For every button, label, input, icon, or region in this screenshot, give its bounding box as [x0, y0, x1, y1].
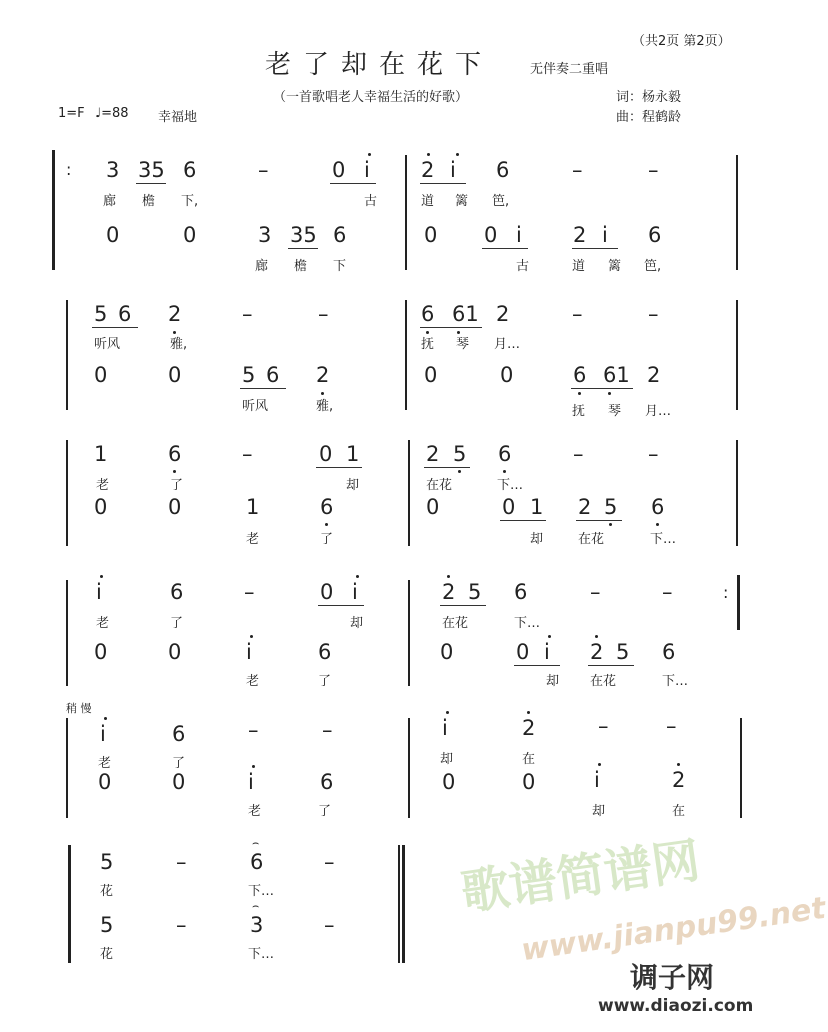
lyric: 却 [440, 752, 454, 767]
underline [318, 605, 364, 606]
octave-dot [368, 153, 371, 156]
lyric: 月… [645, 404, 672, 419]
note: – [248, 718, 259, 742]
lyric: 在 [672, 804, 686, 819]
note: 0 [424, 223, 438, 247]
underline [500, 520, 546, 521]
system-bracket [68, 845, 71, 963]
final-barline [398, 845, 400, 963]
underline [514, 665, 560, 666]
note: 2 [522, 716, 536, 740]
note: – [324, 913, 335, 937]
lyric: 雅, [316, 399, 334, 414]
lyric: 了 [170, 616, 184, 631]
underline [316, 467, 362, 468]
lyric: 古 [364, 194, 378, 209]
octave-dot [548, 635, 551, 638]
note: 0 [500, 363, 514, 387]
composer: 曲：程鹤龄 [616, 110, 682, 125]
note: – [662, 580, 673, 604]
octave-dot [104, 717, 107, 720]
underline [240, 388, 286, 389]
octave-dot [325, 523, 328, 526]
lyric: 下… [662, 674, 689, 689]
lyric: 廊 [255, 259, 269, 274]
octave-dot [608, 392, 611, 395]
note: i [364, 158, 370, 182]
lyric: 雅, [170, 337, 188, 352]
page-info: （共2页 第2页） [632, 34, 731, 49]
note: i [544, 640, 550, 664]
octave-dot [356, 575, 359, 578]
underline [572, 248, 618, 249]
note: i [352, 580, 358, 604]
lyric: 老 [96, 478, 110, 493]
lyric: 下, [181, 194, 199, 209]
underline [92, 327, 138, 328]
barline [736, 440, 738, 546]
note: 6 [168, 442, 182, 466]
lyric: 在花 [578, 532, 605, 547]
note: – [322, 718, 333, 742]
note: 6 [170, 580, 184, 604]
note: – [573, 442, 584, 466]
note: 0 [522, 770, 536, 794]
note: i [100, 722, 106, 746]
lyric: 却 [546, 674, 560, 689]
note: 6 [266, 363, 280, 387]
note: 6 [498, 442, 512, 466]
note: 0 [172, 770, 186, 794]
note: 0 [168, 495, 182, 519]
note: 5 [100, 850, 114, 874]
note: 3 [250, 913, 264, 937]
lyric: 了 [172, 756, 186, 771]
note: 2 [426, 442, 440, 466]
lyric: 抚 [421, 337, 435, 352]
note: i [594, 768, 600, 792]
note: 0 [502, 495, 516, 519]
octave-dot [656, 523, 659, 526]
tempo-mark: 稍 慢 [66, 702, 92, 715]
octave-dot [677, 763, 680, 766]
lyric: 在 [522, 752, 536, 767]
lyric: 了 [170, 478, 184, 493]
lyric: 下… [514, 616, 541, 631]
lyric: 篱 [455, 194, 469, 209]
octave-dot [173, 470, 176, 473]
note: 6 [421, 302, 435, 326]
lyric: 琴 [608, 404, 622, 419]
lyric: 老 [96, 616, 110, 631]
lyric: 抚 [572, 404, 586, 419]
lyric: 下… [497, 478, 524, 493]
note: 0 [98, 770, 112, 794]
barline [405, 155, 407, 270]
underline [424, 467, 470, 468]
note: 0 [94, 363, 108, 387]
lyric: 花 [100, 947, 114, 962]
barline [66, 580, 68, 686]
note: 0 [320, 580, 334, 604]
note: – [176, 850, 187, 874]
final-barline-thick [402, 845, 405, 963]
system-bracket [52, 150, 55, 270]
note: 35 [138, 158, 165, 182]
note: 5 [94, 302, 108, 326]
note: – [590, 580, 601, 604]
note: – [598, 714, 609, 738]
barline [408, 718, 410, 818]
note: 1 [530, 495, 544, 519]
barline [405, 300, 407, 410]
barline [66, 300, 68, 410]
note: 61 [603, 363, 630, 387]
octave-dot [578, 392, 581, 395]
lyric: 老 [246, 532, 260, 547]
lyric: 老 [98, 756, 112, 771]
repeat-sign: : [66, 160, 72, 179]
lyric: 却 [350, 616, 364, 631]
note: 2 [573, 223, 587, 247]
note: 1 [246, 495, 260, 519]
brand-url: www.diaozi.com [598, 996, 754, 1016]
watermark-logo: 歌谱简谱网 [457, 832, 704, 922]
note: i [516, 223, 522, 247]
octave-dot [503, 470, 506, 473]
note: 0 [94, 640, 108, 664]
underline [330, 183, 376, 184]
lyric: 听风 [94, 337, 121, 352]
note: 6 [651, 495, 665, 519]
note: 5 [468, 580, 482, 604]
note: 2 [316, 363, 330, 387]
note: 0 [183, 223, 197, 247]
key-signature: 1=F [58, 106, 85, 121]
note: – [244, 580, 255, 604]
note: – [572, 158, 583, 182]
brand-logo: 调子网 [630, 961, 715, 994]
lyric: 道 [572, 259, 586, 274]
repeat-end-bar [737, 575, 740, 630]
octave-dot [609, 523, 612, 526]
underline [420, 183, 466, 184]
note: 0 [319, 442, 333, 466]
lyric: 在花 [590, 674, 617, 689]
note: 6 [183, 158, 197, 182]
lyric: 檐 [294, 259, 308, 274]
lyric: 老 [248, 804, 262, 819]
song-title: 老了却在花下 [265, 50, 494, 80]
barline [66, 718, 68, 818]
fermata-icon: ⌢ [252, 836, 260, 849]
note: i [450, 158, 456, 182]
note: 6 [333, 223, 347, 247]
underline [571, 388, 633, 389]
underline [288, 248, 318, 249]
lyric: 在花 [426, 478, 453, 493]
octave-dot [458, 470, 461, 473]
octave-dot [252, 765, 255, 768]
lyric: 下 [333, 259, 347, 274]
underline [588, 665, 634, 666]
note: – [648, 302, 659, 326]
underline [576, 520, 622, 521]
note: 2 [442, 580, 456, 604]
repeat-sign: : [723, 583, 729, 602]
octave-dot [456, 153, 459, 156]
note: 6 [320, 495, 334, 519]
note: 2 [672, 768, 686, 792]
lyric: 古 [516, 259, 530, 274]
note: 2 [421, 158, 435, 182]
note: 0 [168, 640, 182, 664]
note: 6 [573, 363, 587, 387]
note: 2 [578, 495, 592, 519]
note: 6 [648, 223, 662, 247]
note: 6 [118, 302, 132, 326]
note: – [666, 714, 677, 738]
note: 3 [106, 158, 120, 182]
octave-dot [598, 763, 601, 766]
lyric: 檐 [142, 194, 156, 209]
note: 2 [647, 363, 661, 387]
lyric: 了 [318, 804, 332, 819]
note: 6 [514, 580, 528, 604]
note: 0 [332, 158, 346, 182]
note: – [258, 158, 269, 182]
octave-dot [595, 635, 598, 638]
barline [736, 300, 738, 410]
lyric: 却 [346, 478, 360, 493]
note: – [324, 850, 335, 874]
lyric: 在花 [442, 616, 469, 631]
note: 5 [604, 495, 618, 519]
barline [736, 155, 738, 270]
lyric: 琴 [456, 337, 470, 352]
note: i [248, 770, 254, 794]
lyric: 笆, [492, 194, 510, 209]
note: 6 [320, 770, 334, 794]
note: 1 [346, 442, 360, 466]
barline [408, 580, 410, 686]
note: i [442, 716, 448, 740]
octave-dot [100, 575, 103, 578]
expression-mark: 幸福地 [158, 110, 198, 125]
note: 0 [424, 363, 438, 387]
note: 6 [172, 722, 186, 746]
note: – [648, 158, 659, 182]
octave-dot [250, 635, 253, 638]
barline [740, 718, 742, 818]
note: i [246, 640, 252, 664]
note: 0 [426, 495, 440, 519]
underline [136, 183, 166, 184]
lyric: 却 [592, 804, 606, 819]
octave-dot [447, 575, 450, 578]
note: 0 [168, 363, 182, 387]
note: – [648, 442, 659, 466]
lyric: 听风 [242, 399, 269, 414]
lyric: 老 [246, 674, 260, 689]
note: – [318, 302, 329, 326]
octave-dot [446, 711, 449, 714]
note: 61 [452, 302, 479, 326]
lyric: 了 [320, 532, 334, 547]
song-subtitle: 无伴奏二重唱 [530, 62, 609, 77]
underline [420, 327, 482, 328]
lyric: 下… [248, 884, 275, 899]
lyric: 道 [421, 194, 435, 209]
note: 2 [168, 302, 182, 326]
note: – [242, 302, 253, 326]
note: 6 [496, 158, 510, 182]
lyric: 月… [494, 337, 521, 352]
tempo: ♩=88 [95, 106, 129, 121]
lyric: 了 [318, 674, 332, 689]
note: 6 [250, 850, 264, 874]
lyric: 却 [530, 532, 544, 547]
lyric: 花 [100, 884, 114, 899]
barline [408, 440, 410, 546]
note: 1 [94, 442, 108, 466]
note: 2 [590, 640, 604, 664]
note: 0 [106, 223, 120, 247]
note: 6 [318, 640, 332, 664]
barline [66, 440, 68, 546]
underline [440, 605, 486, 606]
note: 0 [442, 770, 456, 794]
lyric: 篱 [608, 259, 622, 274]
note: 5 [616, 640, 630, 664]
fermata-icon: ⌢ [252, 899, 260, 912]
note: 5 [100, 913, 114, 937]
octave-dot [427, 153, 430, 156]
song-description: （一首歌唱老人幸福生活的好歌） [273, 90, 469, 105]
note: – [176, 913, 187, 937]
note: 3 [258, 223, 272, 247]
underline [482, 248, 528, 249]
watermark-url: www.jianpu99.net [519, 890, 828, 969]
note: 6 [662, 640, 676, 664]
note: i [96, 580, 102, 604]
note: i [602, 223, 608, 247]
note: 0 [516, 640, 530, 664]
note: 5 [242, 363, 256, 387]
note: 0 [484, 223, 498, 247]
octave-dot [527, 711, 530, 714]
lyric: 廊 [103, 194, 117, 209]
note: – [242, 442, 253, 466]
note: – [572, 302, 583, 326]
lyricist: 词：杨永毅 [616, 90, 682, 105]
note: 0 [94, 495, 108, 519]
note: 35 [290, 223, 317, 247]
lyric: 下… [248, 947, 275, 962]
lyric: 笆, [644, 259, 662, 274]
note: 0 [440, 640, 454, 664]
lyric: 下… [650, 532, 677, 547]
note: 2 [496, 302, 510, 326]
note: 5 [453, 442, 467, 466]
